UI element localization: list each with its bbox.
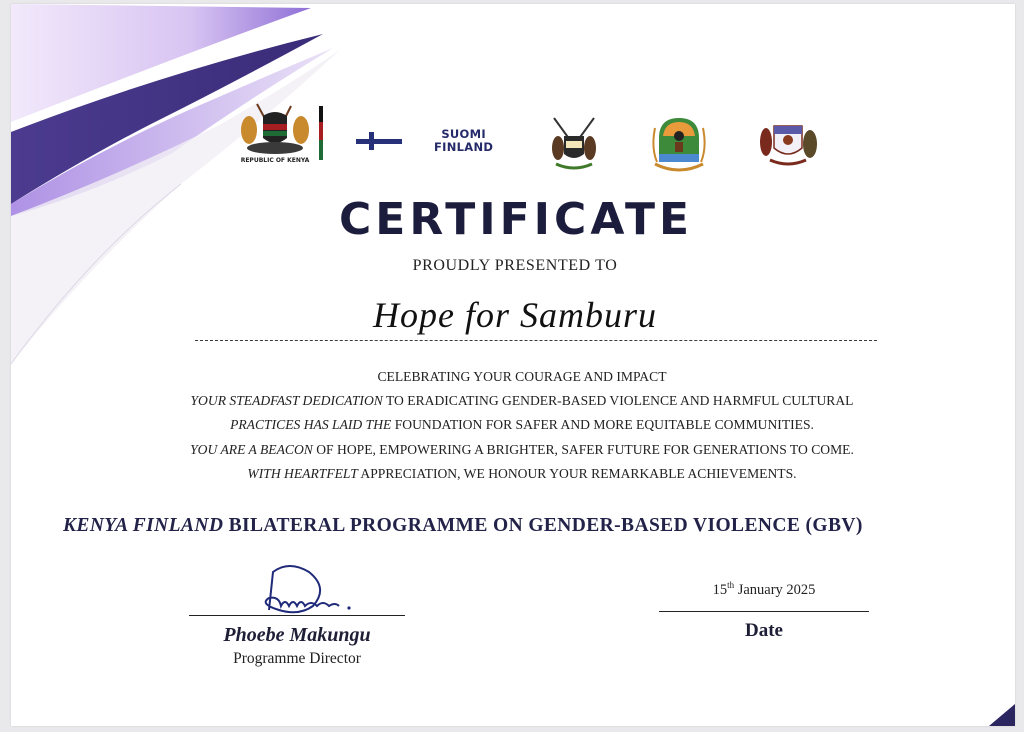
programme-name: KENYA FINLAND BILATERAL PROGRAMME ON GENDER-BASED VIOLENCE (GBV): [63, 515, 863, 536]
signatory-name: Phoebe Makungu: [223, 624, 371, 646]
kenya-coat-of-arms-icon: [229, 100, 329, 166]
date-value: 15th January 2025: [712, 580, 816, 598]
certificate-subtitle: PROUDLY PRESENTED TO: [412, 257, 618, 274]
certificate-title: CERTIFICATE: [338, 194, 694, 245]
suomi-label: SUOMI: [441, 127, 486, 141]
body-line-4: YOU ARE A BEACON OF HOPE, EMPOWERING A BRIGHTER, SAFER FUTURE FOR GENERATIONS TO COME.: [190, 441, 854, 457]
finland-label: FINLAND: [434, 140, 494, 154]
svg-text:REPUBLIC OF KENYA: REPUBLIC OF KENYA: [240, 157, 310, 164]
county-emblem-1-icon: [546, 114, 602, 174]
certificate-body: [11, 365, 1015, 486]
signature-line: [189, 615, 405, 616]
signatory-role: Programme Director: [233, 650, 361, 667]
date-label: Date: [745, 620, 783, 641]
date-line: [659, 611, 869, 612]
county-emblem-2-icon: [651, 114, 707, 176]
body-line-5: WITH HEARTFELT APPRECIATION, WE HONOUR YOUR REMARKABLE ACHIEVEMENTS.: [247, 465, 797, 481]
certificate-paper: [11, 4, 1015, 726]
recipient-name: Hope for Samburu: [373, 295, 657, 335]
recipient-dashed-underline: [195, 340, 877, 341]
suomi-finland-logo: [434, 128, 493, 154]
corner-triangle-decoration: [989, 704, 1015, 726]
body-line-3: PRACTICES HAS LAID THE FOUNDATION FOR SAFER AND MORE EQUITABLE COMMUNITIES.: [230, 417, 814, 433]
signature-mark: [229, 562, 369, 618]
finland-flag-icon: [356, 132, 402, 150]
body-line-2: YOUR STEADFAST DEDICATION TO ERADICATING GENDER-BASED VIOLENCE AND HARMFUL CULTURAL: [190, 393, 854, 409]
body-line-1: CELEBRATING YOUR COURAGE AND IMPACT: [377, 369, 667, 384]
county-emblem-3-icon: [756, 120, 820, 168]
